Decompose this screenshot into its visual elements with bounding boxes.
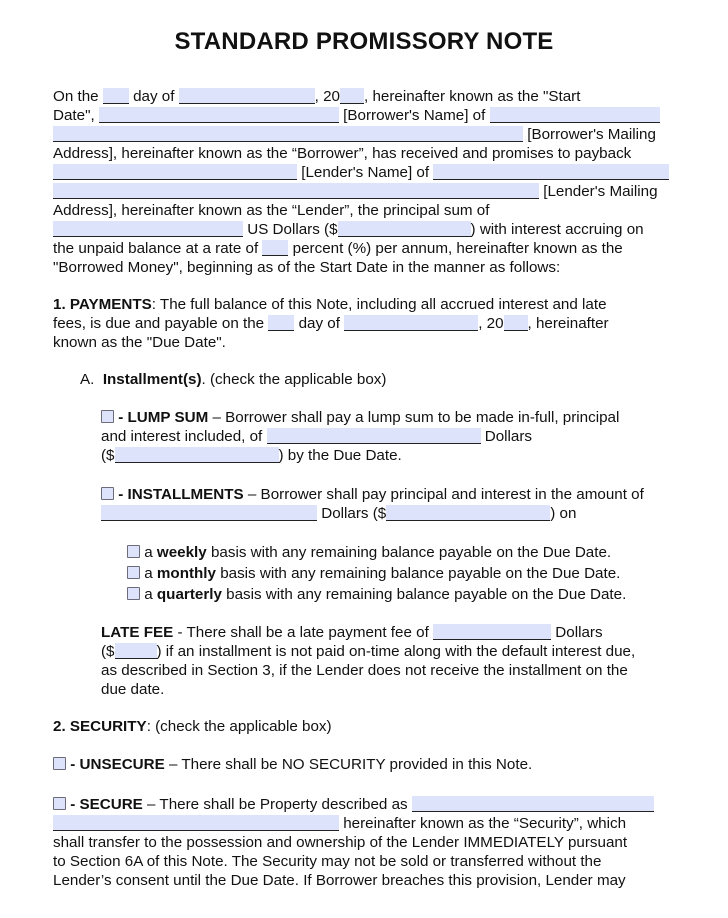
late-fee-line-4: [101, 680, 164, 699]
static-text: Address], hereinafter known as the “Lender”, the principal sum of: [53, 202, 490, 219]
static-text: – Borrower shall pay principal and interest in the amount of: [243, 486, 644, 503]
security-description-field-2[interactable]: [53, 815, 339, 831]
lump-sum-label: LUMP SUM: [127, 409, 209, 426]
static-text: ) if an installment is not paid on-time along with the default interest due,: [156, 643, 636, 660]
static-text: as described in Section 3, if the Lender does not receive the installment on the: [101, 662, 628, 679]
static-text: percent (%) per annum, hereinafter known as the: [292, 240, 623, 257]
security-description-field-1[interactable]: [412, 796, 654, 812]
unsecure-checkbox[interactable]: [53, 757, 66, 770]
quarterly-checkbox[interactable]: [127, 587, 140, 600]
installment-words-field[interactable]: [101, 505, 317, 521]
payments-line-2: [53, 314, 609, 333]
installments-subheading: [80, 370, 386, 389]
intro-line-6: [53, 182, 658, 201]
lump-sum-line-1: [101, 408, 619, 427]
static-text: , hereinafter: [527, 315, 609, 332]
static-text: Dollars: [484, 428, 532, 445]
static-text: a: [144, 565, 157, 582]
intro-line-5: [53, 163, 669, 182]
frequency-monthly: [127, 564, 620, 583]
static-text: , 20: [478, 315, 504, 332]
monthly-checkbox[interactable]: [127, 566, 140, 579]
start-day-field[interactable]: [103, 88, 129, 104]
payments-line-1: [53, 295, 607, 314]
lump-sum-checkbox[interactable]: [101, 410, 114, 423]
secure-line-2: [53, 814, 626, 833]
static-text: -: [118, 486, 128, 503]
static-text: fees, is due and payable on the: [53, 315, 265, 332]
static-text: ($: [101, 643, 115, 660]
installments-line-1: [101, 485, 644, 504]
static-text: shall transfer to the possession and ownership of the Lender IMMEDIATELY pursuant: [53, 834, 628, 851]
borrower-name-field[interactable]: [99, 107, 339, 123]
static-text: US Dollars ($: [247, 221, 338, 238]
intro-line-8: [53, 220, 644, 239]
static-text: hereinafter known as the “Security”, which: [343, 815, 627, 832]
static-text: ($: [101, 447, 115, 464]
intro-line-9: [53, 239, 623, 258]
start-month-field[interactable]: [179, 88, 315, 104]
section-heading-security: 2. SECURITY: [53, 718, 147, 735]
document-title: STANDARD PROMISSORY NOTE: [174, 28, 554, 55]
static-text: -: [70, 756, 80, 773]
late-fee-words-field[interactable]: [433, 624, 551, 640]
security-heading-line: [53, 717, 332, 736]
static-text: due date.: [101, 681, 165, 698]
due-year-field[interactable]: [504, 315, 528, 331]
frequency-label: quarterly: [156, 586, 222, 603]
static-text: , 20: [314, 88, 341, 105]
late-fee-line-2: [101, 642, 635, 661]
frequency-quarterly: [127, 585, 626, 604]
static-text: and interest included, of: [101, 428, 263, 445]
intro-line-10: [53, 258, 560, 277]
secure-checkbox[interactable]: [53, 797, 66, 810]
static-text: basis with any remaining balance payable on the Due Date.: [221, 586, 627, 603]
late-fee-label: LATE FEE: [101, 624, 174, 641]
static-text: a: [144, 586, 157, 603]
static-text: a: [144, 544, 157, 561]
static-text: – Borrower shall pay a lump sum to be made in-full, principal: [208, 409, 620, 426]
list-letter: A.: [80, 371, 95, 388]
late-fee-line-3: [101, 661, 628, 680]
principal-amount-field[interactable]: [338, 221, 471, 237]
intro-line-1: [53, 87, 580, 106]
lump-sum-line-2: [101, 427, 532, 446]
static-text: Date",: [53, 107, 95, 124]
frequency-weekly: [127, 543, 611, 562]
lump-sum-amount-field[interactable]: [115, 447, 279, 463]
intro-line-3: [53, 125, 656, 144]
late-fee-line-1: [101, 623, 603, 642]
intro-line-2: [53, 106, 660, 125]
lender-name-field[interactable]: [53, 164, 297, 180]
unsecure-line: [53, 755, 532, 774]
secure-line-5: [53, 871, 626, 890]
intro-line-4: [53, 144, 631, 163]
start-year-field[interactable]: [340, 88, 364, 104]
due-month-field[interactable]: [344, 315, 478, 331]
static-text: – There shall be NO SECURITY provided in this Note.: [164, 756, 533, 773]
unsecure-label: UNSECURE: [79, 756, 165, 773]
static-text: : The full balance of this Note, including all accrued interest and late: [151, 296, 607, 313]
principal-words-field[interactable]: [53, 221, 243, 237]
secure-label: SECURE: [79, 796, 143, 813]
static-text: Address], hereinafter known as the “Borrower”, has received and promises to payback: [53, 145, 632, 162]
static-text: known as the "Due Date".: [53, 334, 226, 351]
static-text: day of: [133, 88, 175, 105]
installments-checkbox[interactable]: [101, 487, 114, 500]
due-day-field[interactable]: [268, 315, 294, 331]
frequency-label: weekly: [156, 544, 207, 561]
static-text: -: [118, 409, 128, 426]
subsection-heading: Installment(s): [102, 371, 202, 388]
static-text: ) by the Due Date.: [278, 447, 402, 464]
secure-line-1: [53, 795, 654, 814]
static-text: basis with any remaining balance payable on the Due Date.: [215, 565, 621, 582]
static-text: [Borrower's Name] of: [343, 107, 486, 124]
installments-label: INSTALLMENTS: [127, 486, 244, 503]
payments-line-3: [53, 333, 226, 352]
weekly-checkbox[interactable]: [127, 545, 140, 558]
static-text: Lender’s consent until the Due Date. If Borrower breaches this provision, Lender may: [53, 872, 626, 889]
static-text: : (check the applicable box): [146, 718, 332, 735]
static-text: "Borrowed Money", beginning as of the Start Date in the manner as follows:: [53, 259, 561, 276]
borrower-address-field-2[interactable]: [53, 126, 523, 142]
secure-line-3: [53, 833, 627, 852]
static-text: ) on: [550, 505, 577, 522]
section-heading-payments: 1. PAYMENTS: [53, 296, 152, 313]
lender-address-field-2[interactable]: [53, 183, 539, 199]
late-fee-amount-field[interactable]: [115, 643, 157, 659]
static-text: basis with any remaining balance payable on the Due Date.: [206, 544, 612, 561]
static-text: , hereinafter known as the "Start: [364, 88, 581, 105]
installment-amount-field[interactable]: [386, 505, 550, 521]
static-text: Dollars: [555, 624, 603, 641]
static-text: day of: [298, 315, 340, 332]
static-text: [Borrower's Mailing: [527, 126, 656, 143]
frequency-label: monthly: [156, 565, 216, 582]
static-text: – There shall be Property described as: [142, 796, 408, 813]
static-text: . (check the applicable box): [201, 371, 387, 388]
static-text: the unpaid balance at a rate of: [53, 240, 259, 257]
static-text: [Lender's Mailing: [543, 183, 658, 200]
static-text: ) with interest accruing on: [470, 221, 644, 238]
static-text: -: [70, 796, 80, 813]
static-text: [Lender's Name] of: [301, 164, 430, 181]
lump-sum-line-3: [101, 446, 402, 465]
lump-sum-words-field[interactable]: [267, 428, 481, 444]
static-text: Dollars ($: [321, 505, 387, 522]
installments-line-2: [101, 504, 576, 523]
static-text: to Section 6A of this Note. The Security may not be sold or transferred without the: [53, 853, 602, 870]
interest-rate-field[interactable]: [262, 240, 288, 256]
static-text: - There shall be a late payment fee of: [173, 624, 429, 641]
intro-line-7: [53, 201, 489, 220]
borrower-address-field-1[interactable]: [490, 107, 660, 123]
lender-address-field-1[interactable]: [433, 164, 669, 180]
secure-line-4: [53, 852, 601, 871]
static-text: On the: [53, 88, 99, 105]
